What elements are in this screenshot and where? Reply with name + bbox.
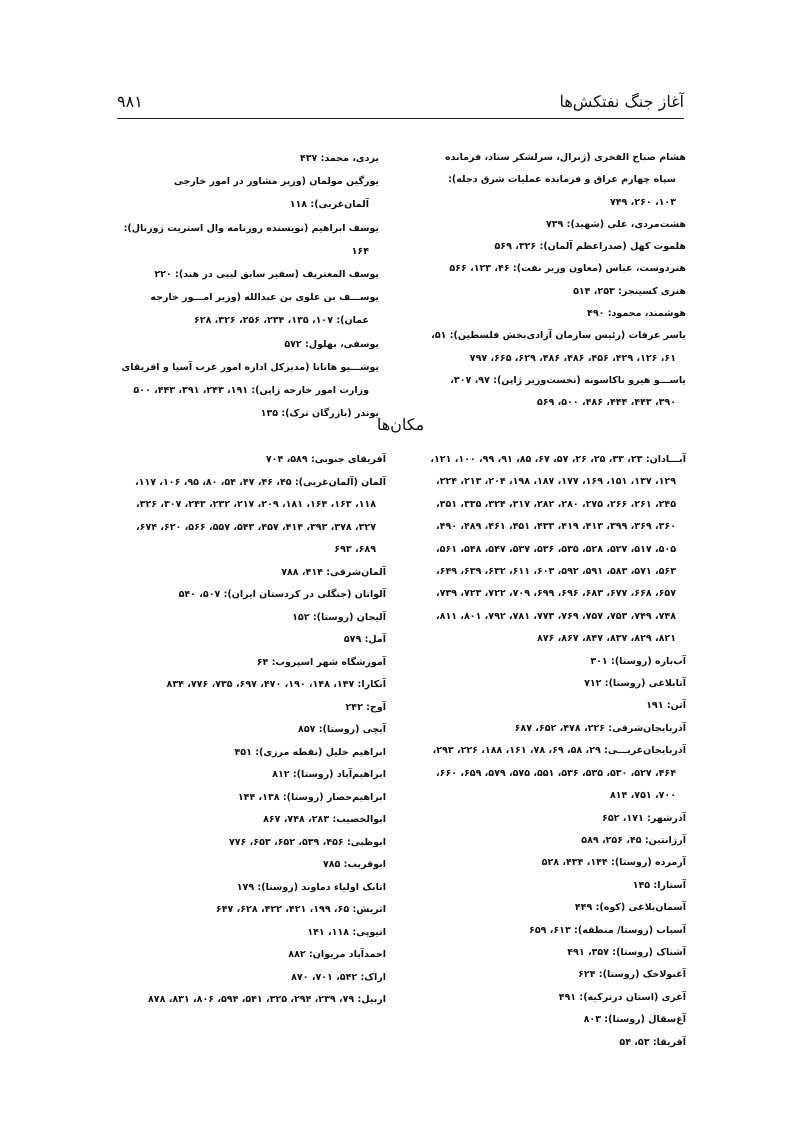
index-entry: یاســـو هیرو ناکاسونه (نخست‌وزیر ژاپن): ۹۷، ۳۰۷، ۳۹۰، ۴۴۳، ۴۴۴، ۴۸۶، ۵۰۰، ۵۶۹ — [450, 374, 686, 409]
index-entry: آرژانتین: ۴۵، ۲۵۶، ۵۸۹ — [581, 834, 686, 846]
index-entry: یوسفی، بهلول: ۵۷۲ — [284, 338, 379, 350]
index-entry: یوسف المغتریف (سفیر سابق لیبی در هند): ۲۲۰ — [154, 269, 379, 281]
index-entry: یوندر (بازرگان ترک): ۱۳۵ — [260, 408, 379, 420]
index-entry: آذربایجان‌شرقی: ۲۲۶، ۴۷۸، ۶۵۲، ۶۸۷ — [514, 722, 686, 734]
index-entry: هشت‌مردی، علی (شهید): ۷۳۹ — [545, 218, 686, 230]
index-entry: آنکارا: ۱۴۷، ۱۴۸، ۱۹۰، ۴۷۰، ۶۹۷، ۷۳۵، ۷۷۶، ۸۳۴ — [166, 679, 386, 690]
index-entry: هلموت کهل (صدراعظم آلمان): ۳۲۶، ۵۶۹ — [494, 241, 686, 253]
index-entry: آذربایجان‌غربـــی: ۲۹، ۵۸، ۶۹، ۷۸، ۱۶۱، ۱۸۸، ۲۲۶، ۲۹۳، ۴۶۴، ۵۲۷، ۵۳۰، ۵۳۵، ۵۳۶، ۵۵۱، ۵۷۵، ۵۷۹، ۶۵۹، ۶۶۰، ۷۰۰، ۷۵۱، ۸۱۴ — [432, 745, 686, 802]
index-entry: آسمان‌بلاغی (کوه): ۴۴۹ — [574, 902, 686, 914]
index-entry: آلواتان (جنگلی در کردستان ایران): ۵۰۷، ۵۴۰ — [178, 589, 386, 600]
index-entry: آلیجان (روستا): ۱۵۲ — [292, 611, 386, 623]
index-entry: ابراهیم‌آباد (روستا): ۸۱۲ — [272, 769, 386, 780]
index-entry: یوشـــیو هاتانا (مدیرکل اداره امور غرب آسیا و افریقای وزارت امور خارجه ژاپن): ۱۹۱، ۲۴۳، ۳۹۱، ۴۴۳، ۵۰۰ — [121, 361, 379, 397]
page-header — [117, 92, 684, 118]
index-entry: یوسف ابراهیم (نویسنده روزنامه وال استریت ژورنال): ۱۶۴ — [123, 222, 379, 257]
index-entry: آب‌باره (روستا): ۳۰۱ — [590, 655, 686, 667]
index-entry: هنردوست، عباس (معاون وزیر نفت): ۴۶، ۱۲۳، ۵۶۶ — [449, 263, 686, 275]
persons-right-column — [428, 147, 686, 415]
index-entry: احمدآباد مریوان: ۸۸۲ — [288, 949, 386, 960]
index-entry: ابوقریب: ۷۸۵ — [322, 859, 386, 870]
running-title: آغاز جنگ نفتکش‌ها — [559, 92, 684, 111]
places-left-column — [117, 449, 386, 1012]
index-entry: آفریقا: ۵۳، ۵۴ — [619, 1036, 686, 1048]
index-entry: اتابک اولیاء دماوند (روستا): ۱۷۹ — [236, 881, 386, 893]
index-entry: آیچی (روستا): ۸۵۷ — [298, 724, 386, 735]
index-entry: اراک: ۵۴۲، ۷۰۱، ۸۷۰ — [291, 971, 386, 983]
index-entry: هشام صباح الفخری (ژنرال، سرلشکر ستاد، فرمانده سپاه چهارم عراق و فرمانده عملیات شرق دجله): ۱۰۳، ۲۶۰، ۷۴۹ — [444, 152, 686, 208]
index-entry: یزدی، محمد: ۴۳۷ — [299, 153, 379, 164]
index-entry: آموزشگاه شهر اسپروب: ۶۴ — [256, 656, 386, 668]
index-entry: آشناک (روستا): ۳۵۷، ۴۹۱ — [567, 946, 686, 958]
index-entry: هنری کسینجر: ۲۵۳، ۵۱۴ — [573, 285, 686, 297]
index-entry: آستارا: ۱۴۵ — [632, 879, 686, 891]
index-entry: یوســـف بن علوی بن عبدالله (وزیر امـــور خارجه عمان): ۱۰۷، ۱۳۵، ۲۳۴، ۲۵۶، ۳۲۶، ۶۲۸ — [150, 292, 379, 327]
page-number: ۹۸۱ — [117, 92, 143, 111]
index-entry: آتن: ۱۹۱ — [646, 700, 686, 712]
index-entry: ابوالخصیب: ۲۸۳، ۷۴۸، ۸۶۷ — [263, 814, 386, 825]
index-entry: آرمرده (روستا): ۱۴۴، ۴۳۴، ۵۲۸ — [541, 857, 686, 869]
places-right-column — [422, 449, 686, 1054]
index-entry: یاسر عرفات (رئیس سازمان آزادی‌بخش فلسطین): ۵۱، ۶۱، ۱۲۶، ۴۲۹، ۴۵۶، ۴۸۶، ۴۸۶، ۶۲۹، ۶۶۵، ۷۹۷ — [431, 330, 686, 364]
index-entry: اربیل: ۷۹، ۲۳۹، ۲۹۴، ۳۲۵، ۵۴۱، ۵۹۴، ۸۰۶، ۸۳۱، ۸۷۸ — [148, 994, 386, 1005]
index-entry: آبـــادان: ۲۳، ۳۳، ۲۵، ۲۶، ۵۷، ۶۷، ۸۵، ۹۱، ۹۹، ۱۰۰، ۱۲۱، ۱۲۹، ۱۳۷، ۱۵۱، ۱۶۹، ۱۷۷، ۱۸۷، ۱۹۸، ۲۰۴، ۲۱۳، ۲۲۴، ۲۴۵، ۲۶۱، ۲۶۶، ۲۷۵، ۲۸۰، ۲۸۲، ۳۱۷، ۳۲۴، ۳۳۵، ۳۵۱، ۳۶۰، ۳۶۹، ۳۹۹، ۴۱۳، ۴۱۹، ۴۳۳، ۴۵۱، ۴۶۱، ۴۸۹، ۴۹۰، ۵۰۵، ۵۱۷، ۵۲۷، ۵۲۸، ۵۳۵، ۵۳۶، ۵۳۷، ۵۴۷، ۵۴۸، ۵۶۱، ۵۶۳، ۵۷۱، ۵۸۳، ۵۹۱، ۵۹۲، ۶۰۳، ۶۱۱، ۶۳۲، ۶۳۹، ۶۴۹، ۶۵۷، ۶۶۸، ۶۷۷، ۶۸۳، ۶۹۶، ۶۹۹، ۷۰۹، ۷۲۲، ۷۲۳، ۷۳۹، ۷۴۸، ۷۴۹، ۷۵۳، ۷۵۷، ۷۶۹، ۷۷۳، ۷۸۱، ۷۹۲، ۸۰۱، ۸۱۱، ۸۲۱، ۸۲۹، ۸۳۷، ۸۴۷، ۸۶۷، ۸۷۶ — [430, 454, 686, 645]
index-entry: آغری (استان درترکیه): ۴۹۱ — [558, 991, 686, 1003]
index-entry: یورگین مولمان (وزیر مشاور در امور خارجی آلمان‌غربی): ۱۱۸ — [173, 176, 379, 211]
header-rule — [117, 118, 684, 119]
index-entry: ابوظبی: ۴۵۶، ۵۳۹، ۶۵۲، ۶۵۳، ۷۷۶ — [228, 836, 386, 848]
persons-left-column — [117, 147, 379, 425]
index-entry: آفریقای جنوبی: ۵۸۹، ۷۰۴ — [265, 454, 386, 465]
index-entry: آسیاب (روستا/ منطقه): ۶۱۳، ۶۵۹ — [529, 924, 686, 936]
index-entry: آلمان‌شرقی: ۴۱۴، ۷۸۸ — [281, 566, 386, 578]
index-entry: آغ‌سقال (روستا): ۸۰۳ — [583, 1014, 686, 1026]
index-entry: ابراهیم خلیل (نقطه مرزی): ۴۵۱ — [234, 746, 386, 758]
index-entry: آوج: ۲۴۲ — [345, 701, 386, 713]
index-entry: ابراهیم‌حصار (روستا): ۱۳۸، ۱۴۴ — [237, 791, 386, 803]
index-entry: آلمان (آلمان‌غربی): ۴۵، ۴۶، ۴۷، ۵۴، ۸۰، ۹۵، ۱۰۶، ۱۱۷، ۱۱۸، ۱۶۳، ۱۶۴، ۱۸۱، ۲۰۹، ۲۱۷، ۲۳۲، ۲۴۳، ۳۰۷، ۳۲۶، ۳۲۷، ۳۷۸، ۳۹۳، ۴۱۴، ۴۵۷، ۵۴۳، ۵۵۷، ۵۶۶، ۶۲۰، ۶۷۴، ۶۸۹، ۶۹۳ — [135, 476, 386, 555]
index-entry: هوشمند، محمود: ۴۹۰ — [587, 308, 686, 320]
section-title-places: مکان‌ها — [376, 415, 425, 434]
index-entry: آمل: ۵۷۹ — [343, 634, 386, 645]
index-entry: آغبولاخک (روستا): ۶۲۴ — [578, 969, 686, 981]
index-entry: اتیوپی: ۱۱۸، ۱۴۱ — [307, 926, 386, 938]
index-entry: اتریش: ۶۵، ۱۹۹، ۴۲۱، ۴۲۲، ۶۲۸، ۶۴۷ — [215, 904, 386, 915]
index-entry: آذرشهر: ۱۷۱، ۶۵۲ — [602, 812, 686, 824]
index-entry: آتابلاغی (روستا): ۷۱۲ — [584, 678, 686, 690]
